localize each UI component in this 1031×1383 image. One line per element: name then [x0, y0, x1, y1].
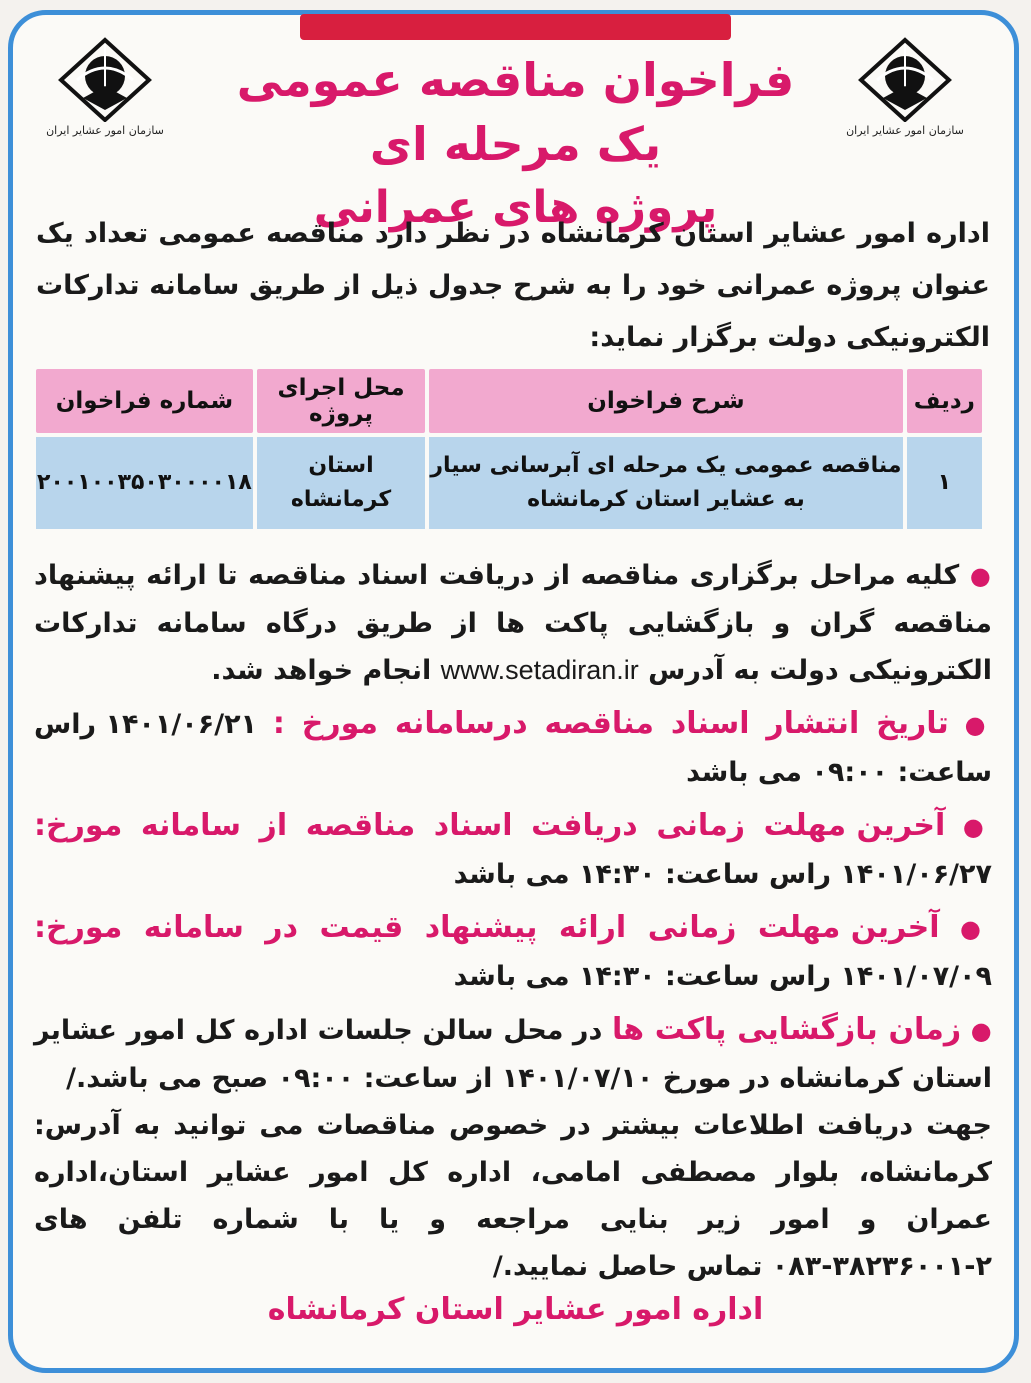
publish-date-item	[34, 700, 992, 796]
cell-tender-number: ۲۰۰۱۰۰۳۵۰۳۰۰۰۰۱۸	[36, 437, 253, 529]
cell-location: استان کرمانشاه	[257, 437, 425, 529]
table-header-row	[36, 369, 982, 433]
header-location: محل اجرای پروژه	[257, 369, 425, 433]
receive-deadline-label: آخرین مهلت زمانی دریافت اسناد مناقصه از سامانه مورخ:	[34, 808, 946, 843]
title-line-1: فراخوان مناقصه عمومی یک مرحله ای	[236, 53, 795, 171]
bullet-icon: ●	[960, 915, 993, 943]
publish-date-label: تاریخ انتشار اسناد مناقصه درسامانه مورخ :	[272, 706, 949, 741]
title-line-2: پروژه های عمرانی	[313, 182, 718, 233]
tender-details	[34, 552, 992, 1290]
offer-deadline-value: ۱۴۰۱/۰۷/۰۹ راس ساعت: ۱۴:۳۰ می باشد	[453, 961, 992, 992]
logo-left	[30, 36, 180, 146]
opening-time-item	[34, 1006, 992, 1102]
cell-description: مناقصه عمومی یک مرحله ای آبرسانی سیار به عشایر استان کرمانشاه	[429, 437, 902, 529]
publish-date-value: ۱۴۰۱/۰۶/۲۱ راس ساعت: ۰۹:۰۰ می باشد	[34, 709, 992, 788]
opening-time-value: در محل سالن جلسات اداره کل امور عشایر استان کرمانشاه در مورخ ۱۴۰۱/۰۷/۱۰ از ساعت: ۰۹:۰۰ صبح می باشد./	[34, 1015, 992, 1094]
stages-text: کلیه مراحل برگزاری مناقصه از دریافت اسناد مناقصه تا ارائه پیشنهاد مناقصه گران و بازگشایی پاکت ها از طریق درگاه سامانه تدارکات الکترونیکی دولت به آدرس	[34, 560, 992, 686]
stages-end: انجام خواهد شد.	[211, 655, 432, 686]
footer-signature: اداره امور عشایر استان کرمانشاه	[267, 1292, 764, 1327]
header-row-index: ردیف	[907, 369, 982, 433]
tribal-affairs-logo-icon	[857, 36, 953, 122]
stages-item	[34, 552, 992, 694]
top-accent-bar	[300, 14, 731, 40]
header-description: شرح فراخوان	[429, 369, 902, 433]
bullet-icon: ●	[970, 1017, 992, 1045]
tribal-affairs-logo-icon	[57, 36, 153, 122]
tender-table	[32, 365, 986, 533]
contact-info: جهت دریافت اطلاعات بیشتر در خصوص مناقصات می توانید به آدرس: کرمانشاه، بلوار مصطفی امامی، اداره کل امور عشایر استان،اداره عمران و امور زیر بنایی مراجعه و یا با شماره تلفن های ۲-۳۸۲۳۶۰۰۱-۰۸۳ تماس حاصل نمایید./	[34, 1110, 992, 1282]
offer-deadline-label: آخرین مهلت زمانی ارائه پیشنهاد قیمت در سامانه مورخ:	[34, 910, 940, 945]
bullet-icon: ●	[969, 562, 992, 590]
receive-deadline-item	[34, 802, 992, 898]
logo-caption-left: سازمان امور عشایر ایران	[46, 124, 164, 137]
logo-right	[830, 36, 980, 146]
website-link[interactable]: www.setadiran.ir	[440, 655, 639, 685]
header-tender-number: شماره فراخوان	[36, 369, 253, 433]
cell-row-index: ۱	[907, 437, 982, 529]
receive-deadline-value: ۱۴۰۱/۰۶/۲۷ راس ساعت: ۱۴:۳۰ می باشد	[453, 859, 992, 890]
table-row	[36, 437, 982, 529]
bullet-icon: ●	[962, 813, 992, 841]
intro-paragraph: اداره امور عشایر استان کرمانشاه در نظر دارد مناقصه عمومی تعداد یک عنوان پروژه عمرانی خود را به شرح جدول ذیل از طریق سامانه تدارکات الکترونیکی دولت برگزار نماید:	[36, 218, 990, 353]
opening-time-label: زمان بازگشایی پاکت ها	[611, 1012, 962, 1047]
offer-deadline-item	[34, 904, 992, 1000]
bullet-icon: ●	[964, 711, 992, 739]
logo-caption-right: سازمان امور عشایر ایران	[846, 124, 964, 137]
